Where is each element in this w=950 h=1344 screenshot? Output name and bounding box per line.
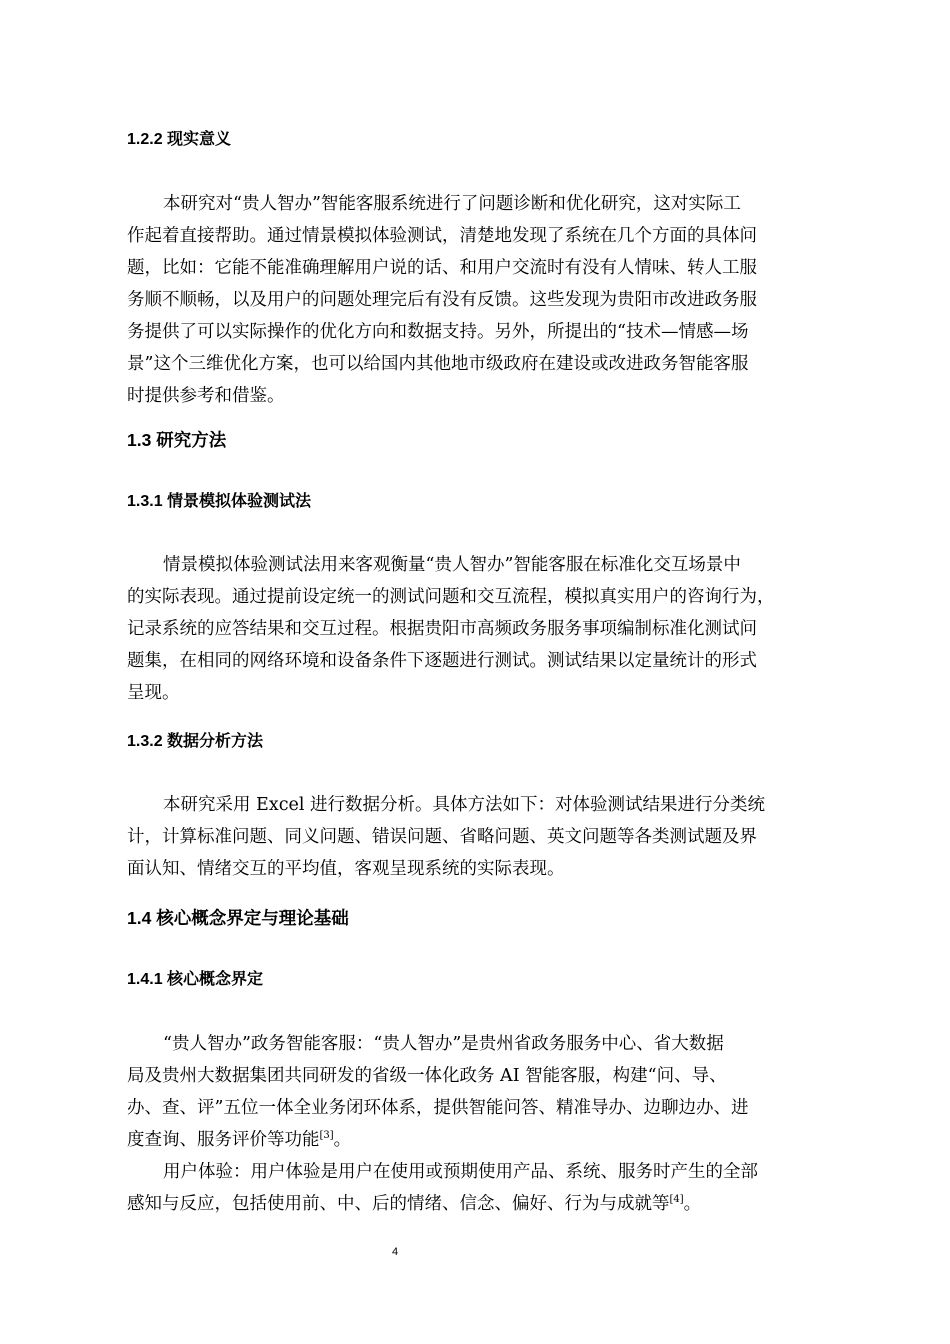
text-fragment: 。 xyxy=(683,1194,702,1214)
text-line: 呈现。 xyxy=(127,683,180,703)
text-line xyxy=(127,1124,827,1156)
text-line: 务提供了可以实际操作的优化方向和数据支持。另外，所提出的“技术—情感—场 xyxy=(127,322,749,342)
text-line: “贵人智办”政务智能客服：“贵人智办”是贵州省政务服务中心、省大数据 xyxy=(163,1034,724,1054)
text-line: 计，计算标准问题、同义问题、错误问题、省略问题、英文问题等各类测试题及界 xyxy=(127,827,757,847)
paragraph-practical-significance xyxy=(127,188,827,412)
text-line xyxy=(127,1188,827,1220)
text-line: 办、查、评”五位一体全业务闭环体系，提供智能问答、精准导办、边聊边办、进 xyxy=(127,1098,749,1118)
heading-1-4: 1.4 核心概念界定与理论基础 xyxy=(127,908,349,928)
text-line: 景”这个三维优化方案，也可以给国内其他地市级政府在建设或改进政务智能客服 xyxy=(127,354,749,374)
text-line: 题，比如：它能不能准确理解用户说的话、和用户交流时有没有人情味、转人工服 xyxy=(127,258,757,278)
text-line: 局及贵州大数据集团共同研发的省级一体化政务 AI 智能客服，构建“问、导、 xyxy=(127,1066,727,1086)
text-line: 务顺不顺畅，以及用户的问题处理完后有没有反馈。这些发现为贵阳市改进政务服 xyxy=(127,290,757,310)
text-line: 本研究采用 Excel 进行数据分析。具体方法如下：对体验测试结果进行分类统 xyxy=(163,795,766,815)
heading-1-3-1: 1.3.1 情景模拟体验测试法 xyxy=(127,493,312,510)
text-fragment: 。 xyxy=(333,1130,352,1150)
text-line: 本研究对“贵人智办”智能客服系统进行了问题诊断和优化研究，这对实际工 xyxy=(163,194,741,214)
text-line: 时提供参考和借鉴。 xyxy=(127,386,285,406)
citation-4: [4] xyxy=(669,1194,684,1205)
heading-1-3-2: 1.3.2 数据分析方法 xyxy=(127,733,264,750)
citation-3: [3] xyxy=(319,1130,334,1141)
heading-1-4-1: 1.4.1 核心概念界定 xyxy=(127,971,264,988)
paragraph-scenario-simulation xyxy=(127,549,827,709)
text-line: 的实际表现。通过提前设定统一的测试问题和交互流程，模拟真实用户的咨询行为， xyxy=(127,587,775,607)
page-number: 4 xyxy=(391,1246,399,1258)
text-fragment: 度查询、服务评价等功能 xyxy=(127,1130,320,1150)
text-line: 用户体验：用户体验是用户在使用或预期使用产品、系统、服务时产生的全部 xyxy=(163,1162,758,1182)
text-line: 作起着直接帮助。通过情景模拟体验测试，清楚地发现了系统在几个方面的具体问 xyxy=(127,226,757,246)
text-line: 情景模拟体验测试法用来客观衡量“贵人智办”智能客服在标准化交互场景中 xyxy=(163,555,741,575)
document-page xyxy=(127,0,827,1344)
paragraph-core-concepts xyxy=(127,1028,827,1220)
heading-1-3: 1.3 研究方法 xyxy=(127,430,227,450)
paragraph-data-analysis xyxy=(127,789,827,885)
text-fragment: 感知与反应，包括使用前、中、后的情绪、信念、偏好、行为与成就等 xyxy=(127,1194,670,1214)
text-line: 面认知、情绪交互的平均值，客观呈现系统的实际表现。 xyxy=(127,859,565,879)
text-line: 题集，在相同的网络环境和设备条件下逐题进行测试。测试结果以定量统计的形式 xyxy=(127,651,757,671)
heading-1-2-2: 1.2.2 现实意义 xyxy=(127,131,232,148)
text-line: 记录系统的应答结果和交互过程。根据贵阳市高频政务服务事项编制标准化测试问 xyxy=(127,619,757,639)
